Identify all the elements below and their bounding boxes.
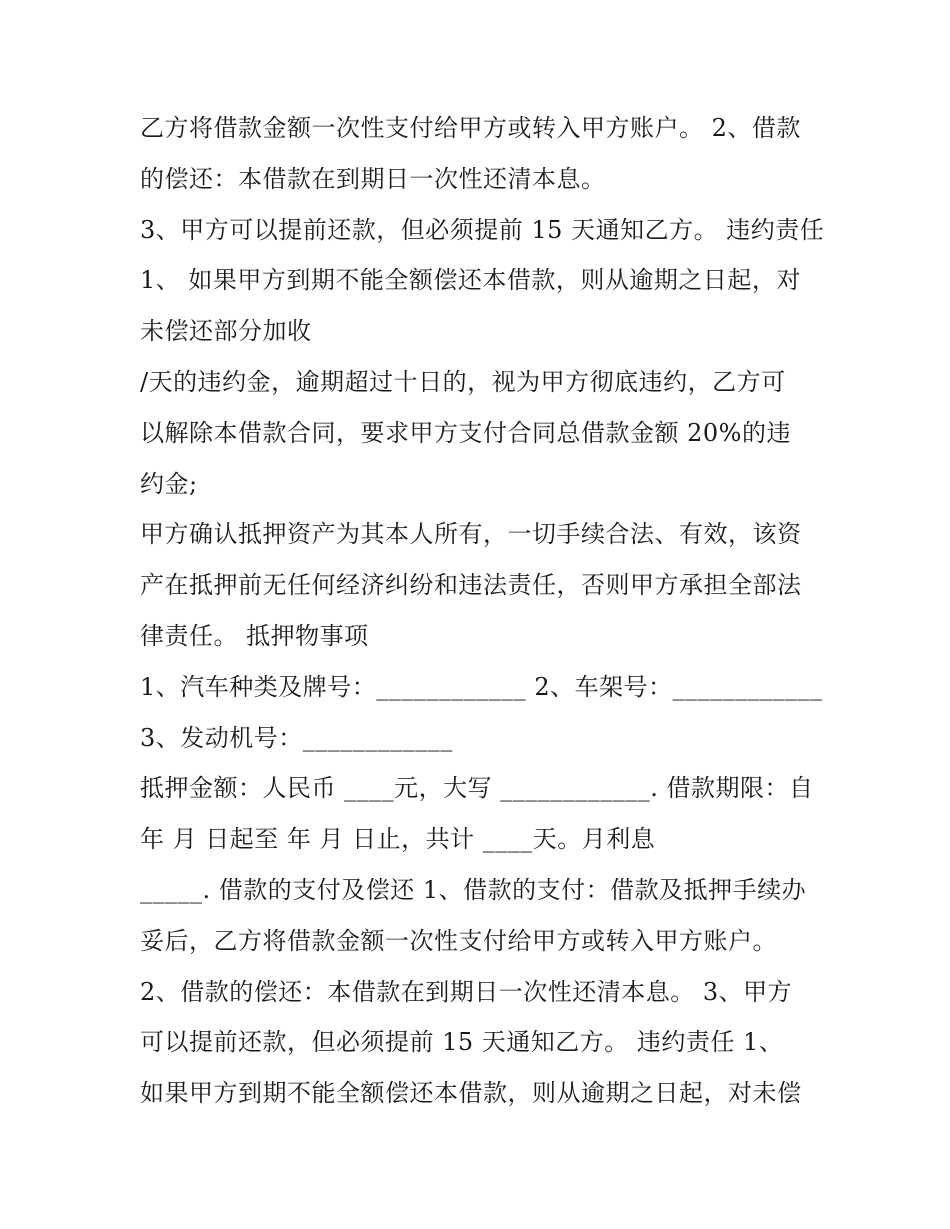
- text-line: 律责任。 抵押物事项: [140, 621, 369, 650]
- document-body: [140, 103, 830, 1119]
- text-line: 抵押金额：人民币 ____元，大写 ____________. 借款期限：自: [140, 774, 814, 803]
- text-line: _____. 借款的支付及偿还 1、借款的支付：借款及抵押手续办: [140, 875, 807, 904]
- text-line: 的偿还：本借款在到期日一次性还清本息。: [140, 164, 606, 193]
- text-line: 3、甲方可以提前还款，但必须提前 15 天通知乙方。 违约责任: [140, 215, 825, 244]
- text-line: 未偿还部分加收: [140, 317, 312, 346]
- text-line: 2、借款的偿还：本借款在到期日一次性还清本息。 3、甲方: [140, 977, 793, 1006]
- text-line: 甲方确认抵押资产为其本人所有，一切手续合法、有效，该资: [140, 520, 802, 549]
- text-line: 约金;: [140, 469, 198, 498]
- text-line: 1、汽车种类及牌号：____________ 2、车架号：____________: [140, 672, 823, 701]
- text-line: 产在抵押前无任何经济纠纷和违法责任，否则甲方承担全部法: [140, 571, 802, 600]
- text-line: 年 月 日起至 年 月 日止，共计 ____天。月利息: [140, 825, 656, 854]
- text-line: /天的违约金，逾期超过十日的，视为甲方彻底违约，乙方可: [140, 367, 786, 396]
- text-line: 如果甲方到期不能全额偿还本借款，则从逾期之日起，对未偿: [140, 1079, 802, 1108]
- text-line: 妥后，乙方将借款金额一次性支付给甲方或转入甲方账户。: [140, 926, 777, 955]
- text-line: 乙方将借款金额一次性支付给甲方或转入甲方账户。 2、借款: [140, 114, 801, 142]
- text-line: 1、 如果甲方到期不能全额偿还本借款，则从逾期之日起，对: [140, 266, 801, 295]
- text-line: 3、发动机号：____________: [140, 723, 453, 752]
- text-line: 以解除本借款合同，要求甲方支付合同总借款金额 20%的违: [140, 418, 791, 447]
- text-line: 可以提前还款，但必须提前 15 天通知乙方。 违约责任 1、: [140, 1028, 784, 1057]
